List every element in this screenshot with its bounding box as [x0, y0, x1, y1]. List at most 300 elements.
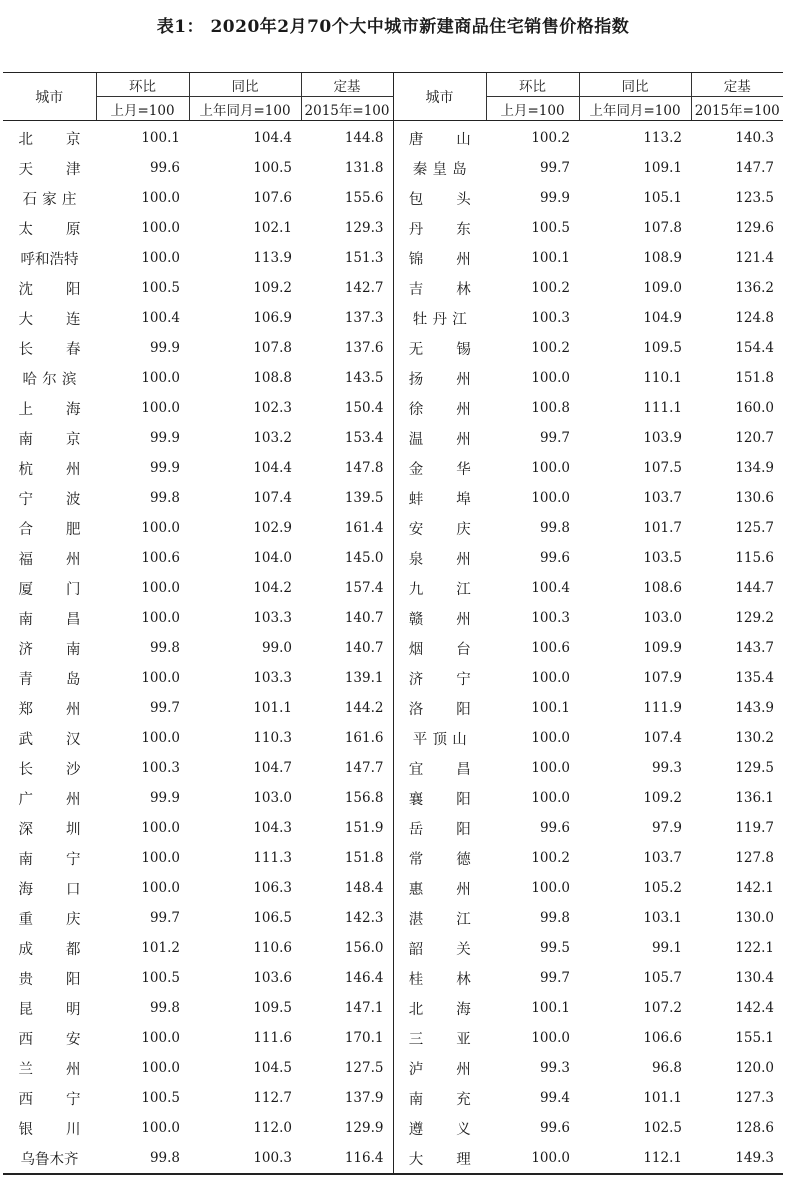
mom-value-left: 100.6 — [141, 550, 180, 566]
mom-value-left: 100.0 — [141, 250, 180, 266]
city-label: 桂林 — [408, 971, 471, 988]
base-value-right: 136.1 — [735, 790, 774, 806]
mom-value-right: 99.6 — [539, 820, 570, 836]
mom-value-left: 99.8 — [149, 1000, 180, 1016]
table-row — [3, 783, 783, 813]
base-value-left: 155.6 — [344, 190, 384, 206]
mom-value-right: 100.0 — [531, 880, 570, 896]
table-row — [3, 1083, 783, 1113]
mom-value-right: 99.4 — [539, 1090, 570, 1106]
base-value-right: 120.7 — [735, 430, 774, 446]
yoy-value-right: 103.5 — [643, 550, 682, 566]
city-name-right — [393, 903, 486, 933]
mom-value-left: 100.0 — [141, 220, 180, 236]
yoy-value-left: 104.0 — [253, 550, 292, 566]
mom-value-right: 99.8 — [539, 910, 570, 926]
table-row — [3, 723, 783, 753]
mom-value-left: 100.1 — [141, 130, 180, 146]
table-row — [3, 121, 783, 154]
yoy-value-left: 107.6 — [253, 190, 292, 206]
table-row — [3, 213, 783, 243]
city-label: 厦门 — [18, 581, 81, 598]
mom-value-left: 99.9 — [149, 430, 180, 446]
yoy-value-left: 109.2 — [253, 280, 292, 296]
city-label: 广州 — [18, 791, 81, 808]
yoy-value-right: 109.2 — [643, 790, 682, 806]
city-label: 银川 — [18, 1121, 81, 1138]
yoy-value-left: 102.1 — [253, 220, 292, 236]
yoy-value-left: 103.2 — [253, 430, 292, 446]
yoy-value-left: 111.6 — [253, 1030, 292, 1046]
city-name-left — [3, 723, 96, 753]
city-label: 武汉 — [18, 731, 81, 748]
city-name-left — [3, 513, 96, 543]
city-name-right — [393, 873, 486, 903]
mom-value-left: 100.0 — [141, 400, 180, 416]
mom-value-left: 99.9 — [149, 460, 180, 476]
mom-value-right: 99.3 — [539, 1060, 570, 1076]
yoy-value-right: 96.8 — [651, 1060, 682, 1076]
city-label: 乌鲁木齐 — [20, 1151, 79, 1168]
city-name-left — [3, 303, 96, 333]
city-label: 杭州 — [18, 461, 81, 478]
base-value-right: 121.4 — [735, 250, 774, 266]
city-name-left — [3, 453, 96, 483]
city-label: 济南 — [18, 641, 81, 658]
mom-value-left: 100.0 — [141, 190, 180, 206]
city-name-left — [3, 393, 96, 423]
base-value-left: 170.1 — [344, 1030, 384, 1046]
city-name-right — [393, 303, 486, 333]
yoy-value-right: 108.9 — [643, 250, 682, 266]
city-label: 福州 — [18, 551, 81, 568]
base-value-right: 127.3 — [735, 1090, 774, 1106]
city-name-left — [3, 1143, 96, 1174]
header-yoy-left: 同比 — [189, 73, 301, 97]
yoy-value-left: 110.6 — [253, 940, 292, 956]
city-label: 深圳 — [18, 821, 81, 838]
city-label: 洛阳 — [408, 701, 471, 718]
yoy-value-right: 109.5 — [643, 340, 682, 356]
city-label: 天津 — [18, 161, 81, 178]
city-label: 吉林 — [408, 281, 471, 298]
city-label: 北海 — [408, 1001, 471, 1018]
yoy-value-right: 99.1 — [651, 940, 682, 956]
base-value-right: 130.2 — [735, 730, 774, 746]
yoy-value-right: 106.6 — [643, 1030, 682, 1046]
city-label: 常德 — [408, 851, 471, 868]
base-value-right: 135.4 — [735, 670, 774, 686]
city-name-right — [393, 663, 486, 693]
city-name-left — [3, 603, 96, 633]
mom-value-right: 99.9 — [539, 190, 570, 206]
table-row — [3, 933, 783, 963]
city-name-left — [3, 783, 96, 813]
mom-value-left: 100.0 — [141, 850, 180, 866]
city-label: 太原 — [18, 221, 81, 238]
city-label: 郑州 — [18, 701, 81, 718]
table-row — [3, 1143, 783, 1174]
city-label: 扬州 — [408, 371, 471, 388]
base-value-left: 157.4 — [344, 580, 384, 596]
mom-value-right: 99.5 — [539, 940, 570, 956]
table-row — [3, 843, 783, 873]
yoy-value-right: 112.1 — [579, 1143, 691, 1174]
table-row — [3, 873, 783, 903]
yoy-value-left: 106.9 — [253, 310, 292, 326]
city-name-left — [3, 1083, 96, 1113]
city-name-right — [393, 183, 486, 213]
yoy-value-right: 99.3 — [651, 760, 682, 776]
yoy-value-right: 105.7 — [643, 970, 682, 986]
city-name-right — [393, 603, 486, 633]
mom-value-left: 100.0 — [141, 370, 180, 386]
mom-value-left: 100.0 — [141, 520, 180, 536]
city-label: 南昌 — [18, 611, 81, 628]
base-value-right: 151.8 — [735, 370, 774, 386]
base-value-right: 129.6 — [735, 220, 774, 236]
yoy-value-right: 103.9 — [643, 430, 682, 446]
city-name-left — [3, 633, 96, 663]
city-name-right — [393, 1113, 486, 1143]
mom-value-left: 100.0 — [141, 880, 180, 896]
base-value-right: 130.0 — [735, 910, 774, 926]
mom-value-right: 99.7 — [539, 430, 570, 446]
table-row — [3, 243, 783, 273]
city-name-right — [393, 513, 486, 543]
city-name-left — [3, 813, 96, 843]
mom-value-right: 100.2 — [531, 130, 570, 146]
city-label: 昆明 — [18, 1001, 81, 1018]
yoy-value-left: 110.3 — [253, 730, 292, 746]
base-value-right: 115.6 — [735, 550, 774, 566]
city-name-right — [393, 693, 486, 723]
table-row — [3, 333, 783, 363]
yoy-value-right: 107.9 — [643, 670, 682, 686]
base-value-left: 142.7 — [344, 280, 384, 296]
base-value-right: 144.7 — [735, 580, 774, 596]
city-label: 西安 — [18, 1031, 81, 1048]
header-base-right: 定基 — [691, 73, 783, 97]
mom-value-left: 101.2 — [141, 940, 180, 956]
price-index-table — [3, 72, 783, 1175]
city-label: 大理 — [408, 1151, 471, 1168]
base-value-right: 136.2 — [735, 280, 774, 296]
base-value-right: 124.8 — [735, 310, 774, 326]
city-label: 贵阳 — [18, 971, 81, 988]
mom-value-left: 100.0 — [141, 1060, 180, 1076]
base-value-left: 153.4 — [344, 430, 384, 446]
yoy-value-left: 111.3 — [253, 850, 292, 866]
table-row — [3, 183, 783, 213]
yoy-value-right: 109.9 — [643, 640, 682, 656]
table-row — [3, 423, 783, 453]
city-name-right — [393, 393, 486, 423]
city-label: 泸州 — [408, 1061, 471, 1078]
yoy-value-left: 107.8 — [253, 340, 292, 356]
yoy-value-right: 107.2 — [643, 1000, 682, 1016]
city-name-right — [393, 243, 486, 273]
yoy-value-right: 111.1 — [643, 400, 682, 416]
city-label: 唐山 — [408, 131, 471, 148]
mom-value-right: 100.4 — [531, 580, 570, 596]
mom-value-right: 100.8 — [531, 400, 570, 416]
city-name-right — [393, 153, 486, 183]
mom-value-left: 100.0 — [141, 820, 180, 836]
base-value-left: 143.5 — [344, 370, 384, 386]
base-value-left: 129.9 — [344, 1120, 384, 1136]
yoy-value-left: 100.3 — [189, 1143, 301, 1174]
mom-value-right: 100.0 — [531, 730, 570, 746]
city-name-right — [393, 1083, 486, 1113]
base-value-left: 144.2 — [344, 700, 384, 716]
mom-value-right: 100.3 — [531, 310, 570, 326]
base-value-right: 129.5 — [735, 760, 774, 776]
city-label: 徐州 — [408, 401, 471, 418]
city-name-left — [3, 873, 96, 903]
yoy-value-left: 109.5 — [253, 1000, 292, 1016]
city-name-right — [393, 273, 486, 303]
city-label: 包头 — [408, 191, 471, 208]
header-mom-left: 环比 — [96, 73, 189, 97]
city-name-left — [3, 423, 96, 453]
city-name-left — [3, 121, 96, 154]
city-label: 襄阳 — [408, 791, 471, 808]
yoy-value-right: 109.0 — [643, 280, 682, 296]
city-name-left — [3, 183, 96, 213]
city-name-left — [3, 333, 96, 363]
header-yoy-right: 同比 — [579, 73, 691, 97]
city-label: 金华 — [408, 461, 471, 478]
city-label: 长沙 — [18, 761, 81, 778]
city-label: 南京 — [18, 431, 81, 448]
table-row — [3, 663, 783, 693]
base-value-left: 116.4 — [301, 1143, 393, 1174]
yoy-value-right: 101.1 — [643, 1090, 682, 1106]
mom-value-left: 99.9 — [149, 790, 180, 806]
city-label: 秦皇岛 — [412, 161, 467, 178]
header-city-left: 城市 — [3, 73, 96, 121]
mom-value-left: 99.9 — [149, 340, 180, 356]
table-row — [3, 633, 783, 663]
yoy-value-left: 102.9 — [253, 520, 292, 536]
city-name-right — [393, 121, 486, 154]
base-value-right: 142.1 — [735, 880, 774, 896]
base-value-right: 125.7 — [735, 520, 774, 536]
yoy-value-left: 104.4 — [253, 130, 292, 146]
city-label: 烟台 — [408, 641, 471, 658]
city-label: 呼和浩特 — [20, 251, 79, 268]
yoy-value-left: 101.1 — [253, 700, 292, 716]
mom-value-right: 100.5 — [531, 220, 570, 236]
city-label: 牡丹江 — [412, 311, 467, 328]
city-name-left — [3, 963, 96, 993]
table-row — [3, 813, 783, 843]
city-name-left — [3, 153, 96, 183]
base-value-left: 137.3 — [344, 310, 384, 326]
mom-value-left: 100.5 — [141, 1090, 180, 1106]
mom-value-right: 99.7 — [539, 970, 570, 986]
mom-value-left: 99.8 — [149, 490, 180, 506]
mom-value-right: 100.0 — [531, 490, 570, 506]
city-name-left — [3, 1023, 96, 1053]
city-label: 上海 — [18, 401, 81, 418]
yoy-value-left: 104.7 — [253, 760, 292, 776]
base-value-left: 148.4 — [344, 880, 384, 896]
city-name-right — [393, 453, 486, 483]
mom-value-right: 100.3 — [531, 610, 570, 626]
city-name-right — [393, 633, 486, 663]
city-name-left — [3, 753, 96, 783]
base-value-left: 144.8 — [344, 130, 384, 146]
base-value-right: 149.3 — [691, 1143, 783, 1174]
city-label: 锦州 — [408, 251, 471, 268]
city-name-right — [393, 423, 486, 453]
city-label: 岳阳 — [408, 821, 471, 838]
table-row — [3, 303, 783, 333]
city-label: 南充 — [408, 1091, 471, 1108]
yoy-value-right: 107.8 — [643, 220, 682, 236]
table-title: 表1： 2020年2月70个大中城市新建商品住宅销售价格指数 — [156, 17, 630, 37]
yoy-value-left: 113.9 — [253, 250, 292, 266]
base-value-right: 127.8 — [735, 850, 774, 866]
yoy-value-left: 99.0 — [261, 640, 292, 656]
mom-value-right: 100.0 — [486, 1143, 579, 1174]
city-name-right — [393, 213, 486, 243]
header-yoy-sub-left: 上年同月=100 — [189, 97, 301, 121]
base-value-left: 140.7 — [344, 610, 384, 626]
city-label: 北京 — [18, 131, 81, 148]
yoy-value-left: 104.3 — [253, 820, 292, 836]
yoy-value-right: 111.9 — [643, 700, 682, 716]
yoy-value-right: 97.9 — [651, 820, 682, 836]
city-name-left — [3, 933, 96, 963]
table-row — [3, 273, 783, 303]
base-value-right: 123.5 — [735, 190, 774, 206]
mom-value-right: 100.2 — [531, 850, 570, 866]
mom-value-right: 100.1 — [531, 700, 570, 716]
yoy-value-right: 113.2 — [643, 130, 682, 146]
base-value-left: 147.7 — [344, 760, 384, 776]
city-name-right — [393, 573, 486, 603]
table-row — [3, 603, 783, 633]
base-value-left: 156.0 — [344, 940, 384, 956]
base-value-right: 142.4 — [735, 1000, 774, 1016]
city-name-left — [3, 903, 96, 933]
city-label: 平顶山 — [412, 731, 467, 748]
mom-value-left: 100.0 — [141, 1120, 180, 1136]
header-city-right: 城市 — [393, 73, 486, 121]
mom-value-left: 100.0 — [141, 730, 180, 746]
mom-value-left: 99.8 — [96, 1143, 189, 1174]
base-value-right: 130.4 — [735, 970, 774, 986]
yoy-value-right: 105.1 — [643, 190, 682, 206]
base-value-left: 137.6 — [344, 340, 384, 356]
city-label: 温州 — [408, 431, 471, 448]
yoy-value-left: 112.0 — [253, 1120, 292, 1136]
table-row — [3, 963, 783, 993]
table-row — [3, 543, 783, 573]
base-value-right: 140.3 — [735, 130, 774, 146]
table-row — [3, 453, 783, 483]
city-name-right — [393, 1053, 486, 1083]
table-row — [3, 363, 783, 393]
city-label: 安庆 — [408, 521, 471, 538]
table-row — [3, 573, 783, 603]
base-value-left: 140.7 — [344, 640, 384, 656]
yoy-value-right: 109.1 — [643, 160, 682, 176]
city-label: 大连 — [18, 311, 81, 328]
mom-value-left: 100.3 — [141, 760, 180, 776]
mom-value-right: 100.0 — [531, 460, 570, 476]
city-label: 无锡 — [408, 341, 471, 358]
mom-value-right: 100.1 — [531, 1000, 570, 1016]
city-name-left — [3, 213, 96, 243]
base-value-right: 155.1 — [735, 1030, 774, 1046]
city-name-right — [393, 753, 486, 783]
city-name-right — [393, 993, 486, 1023]
yoy-value-right: 103.0 — [643, 610, 682, 626]
table-row — [3, 513, 783, 543]
city-name-right — [393, 933, 486, 963]
city-label: 哈尔滨 — [22, 371, 77, 388]
mom-value-right: 100.2 — [531, 340, 570, 356]
city-name-right — [393, 1023, 486, 1053]
base-value-right: 143.7 — [735, 640, 774, 656]
city-name-left — [3, 663, 96, 693]
city-label: 蚌埠 — [408, 491, 471, 508]
base-value-left: 146.4 — [344, 970, 384, 986]
header-base-sub-right: 2015年=100 — [691, 97, 783, 121]
mom-value-right: 100.1 — [531, 250, 570, 266]
base-value-right: 147.7 — [735, 160, 774, 176]
city-name-right — [393, 843, 486, 873]
city-name-left — [3, 363, 96, 393]
header-yoy-sub-right: 上年同月=100 — [579, 97, 691, 121]
yoy-value-left: 104.4 — [253, 460, 292, 476]
base-value-left: 151.9 — [344, 820, 384, 836]
mom-value-right: 100.0 — [531, 670, 570, 686]
table-row — [3, 153, 783, 183]
mom-value-left: 100.5 — [141, 280, 180, 296]
city-label: 惠州 — [408, 881, 471, 898]
mom-value-right: 100.2 — [531, 280, 570, 296]
city-label: 沈阳 — [18, 281, 81, 298]
mom-value-right: 100.0 — [531, 790, 570, 806]
city-label: 西宁 — [18, 1091, 81, 1108]
mom-value-left: 100.0 — [141, 1030, 180, 1046]
yoy-value-right: 103.7 — [643, 490, 682, 506]
city-label: 三亚 — [408, 1031, 471, 1048]
city-name-left — [3, 483, 96, 513]
yoy-value-right: 101.7 — [643, 520, 682, 536]
city-name-right — [393, 963, 486, 993]
yoy-value-left: 103.3 — [253, 670, 292, 686]
base-value-left: 161.6 — [344, 730, 384, 746]
yoy-value-right: 105.2 — [643, 880, 682, 896]
city-label: 宁波 — [18, 491, 81, 508]
city-label: 遵义 — [408, 1121, 471, 1138]
base-value-right: 119.7 — [735, 820, 774, 836]
city-label: 青岛 — [18, 671, 81, 688]
base-value-left: 151.3 — [344, 250, 384, 266]
yoy-value-right: 104.9 — [643, 310, 682, 326]
city-label: 济宁 — [408, 671, 471, 688]
mom-value-left: 99.7 — [149, 910, 180, 926]
base-value-right: 130.6 — [735, 490, 774, 506]
base-value-left: 147.1 — [344, 1000, 384, 1016]
city-name-left — [3, 273, 96, 303]
